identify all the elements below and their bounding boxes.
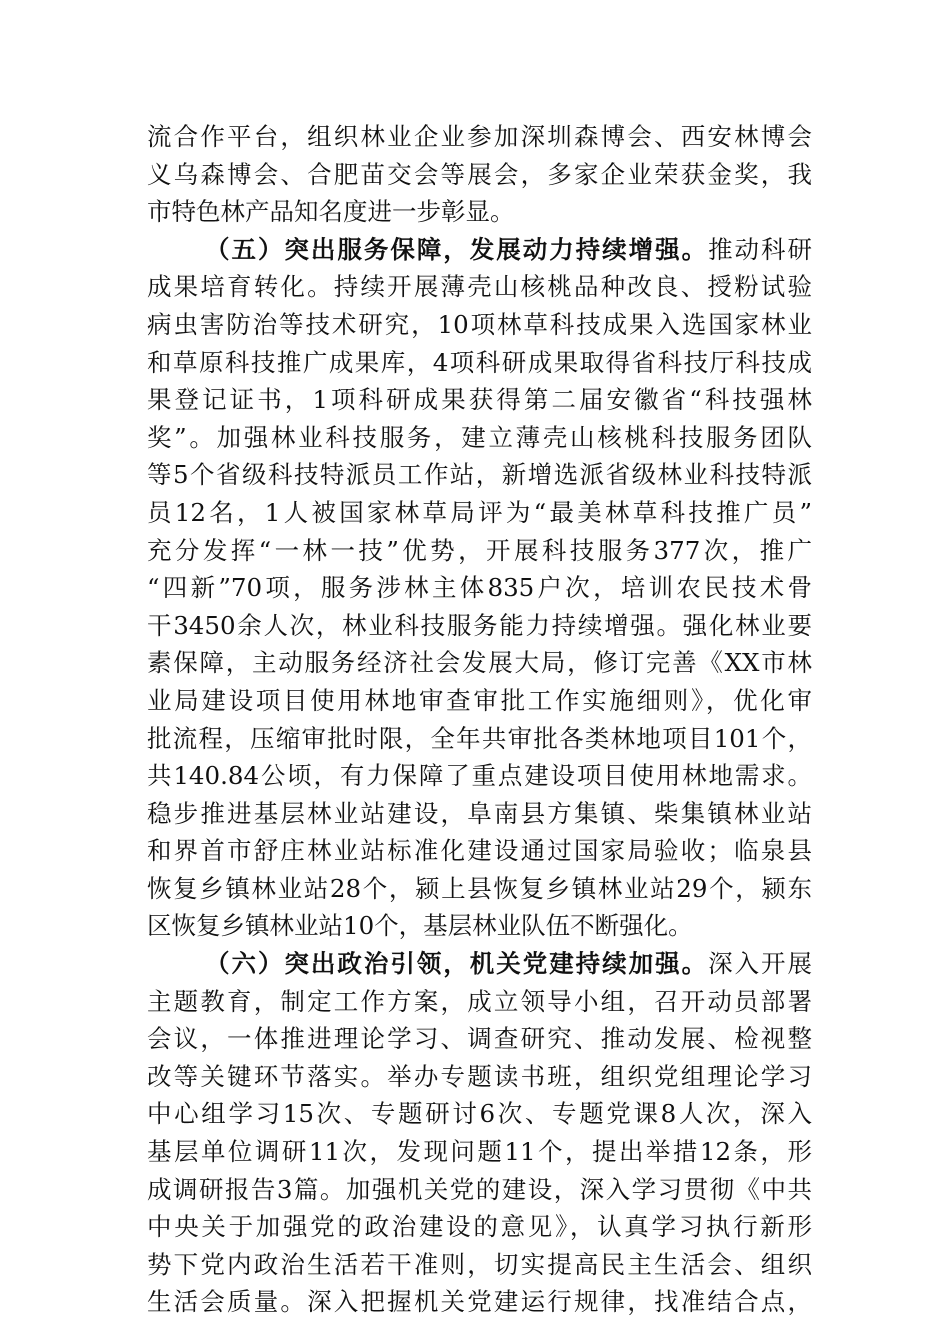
text-line: 等5个省级科技特派员工作站，新增选派省级林业科技特派 bbox=[147, 460, 812, 490]
text-line: 主题教育，制定工作方案，成立领导小组，召开动员部署 bbox=[147, 986, 812, 1016]
text-line: 干3450余人次，林业科技服务能力持续增强。强化林业要 bbox=[147, 610, 812, 640]
text-line: 共140.84公顷，有力保障了重点建设项目使用林地需求。 bbox=[147, 761, 812, 791]
text-line: 病虫害防治等技术研究，10项林草科技成果入选国家林业 bbox=[147, 309, 812, 339]
body-text bbox=[147, 118, 812, 1321]
section-6-heading-line bbox=[147, 945, 812, 983]
text-line: 生活会质量。深入把握机关党建运行规律，找准结合点， bbox=[147, 1287, 812, 1317]
text-line: 员12名，1人被国家林草局评为“最美林草科技推广员” bbox=[147, 497, 812, 527]
text-line: 素保障，主动服务经济社会发展大局，修订完善《XX市林 bbox=[147, 648, 812, 678]
text-line: 批流程，压缩审批时限，全年共审批各类林地项目101个， bbox=[147, 723, 812, 753]
section-6-heading-rest: 深入开展 bbox=[708, 949, 813, 979]
section-5-heading: （五）突出服务保障，发展动力持续增强。 bbox=[205, 234, 709, 264]
text-line: 市特色林产品知名度进一步彰显。 bbox=[147, 197, 515, 227]
text-line: 成果培育转化。持续开展薄壳山核桃品种改良、授粉试验 bbox=[147, 272, 812, 302]
text-line: 恢复乡镇林业站28个，颍上县恢复乡镇林业站29个，颍东 bbox=[147, 873, 812, 903]
text-line: 义乌森博会、合肥苗交会等展会，多家企业荣获金奖，我 bbox=[147, 159, 812, 189]
text-line: 基层单位调研11次，发现问题11个，提出举措12条，形 bbox=[147, 1137, 812, 1167]
text-line: 稳步推进基层林业站建设，阜南县方集镇、柴集镇林业站 bbox=[147, 798, 812, 828]
text-line: 势下党内政治生活若干准则，切实提高民主生活会、组织 bbox=[147, 1249, 812, 1279]
section-5-heading-line bbox=[147, 231, 812, 269]
text-line: 流合作平台，组织林业企业参加深圳森博会、西安林博会 bbox=[147, 122, 812, 151]
text-line: “四新”70项，服务涉林主体835户次，培训农民技术骨 bbox=[147, 573, 812, 603]
text-line: 业局建设项目使用林地审查审批工作实施细则》，优化审 bbox=[147, 685, 812, 715]
text-line: 成调研报告3篇。加强机关党的建设，深入学习贯彻《中共 bbox=[147, 1174, 812, 1204]
section-6-heading: （六）突出政治引领，机关党建持续加强。 bbox=[205, 949, 709, 979]
text-line: 奖”。加强林业科技服务，建立薄壳山核桃科技服务团队 bbox=[147, 422, 812, 452]
text-line: 中心组学习15次、专题研讨6次、专题党课8人次，深入 bbox=[147, 1099, 812, 1129]
text-line: 果登记证书，1项科研成果获得第二届安徽省“科技强林 bbox=[147, 385, 812, 415]
text-line: 和界首市舒庄林业站标准化建设通过国家局验收；临泉县 bbox=[147, 836, 812, 866]
text-line: 中央关于加强党的政治建设的意见》，认真学习执行新形 bbox=[147, 1212, 812, 1242]
text-line: 充分发挥“一林一技”优势，开展科技服务377次，推广 bbox=[147, 535, 812, 565]
text-line: 改等关键环节落实。举办专题读书班，组织党组理论学习 bbox=[147, 1061, 812, 1091]
text-line: 区恢复乡镇林业站10个，基层林业队伍不断强化。 bbox=[147, 911, 693, 941]
text-line: 会议，一体推进理论学习、调查研究、推动发展、检视整 bbox=[147, 1024, 812, 1054]
text-line: 和草原科技推广成果库，4项科研成果取得省科技厅科技成 bbox=[147, 347, 812, 377]
section-5-heading-rest: 推动科研 bbox=[708, 234, 813, 264]
